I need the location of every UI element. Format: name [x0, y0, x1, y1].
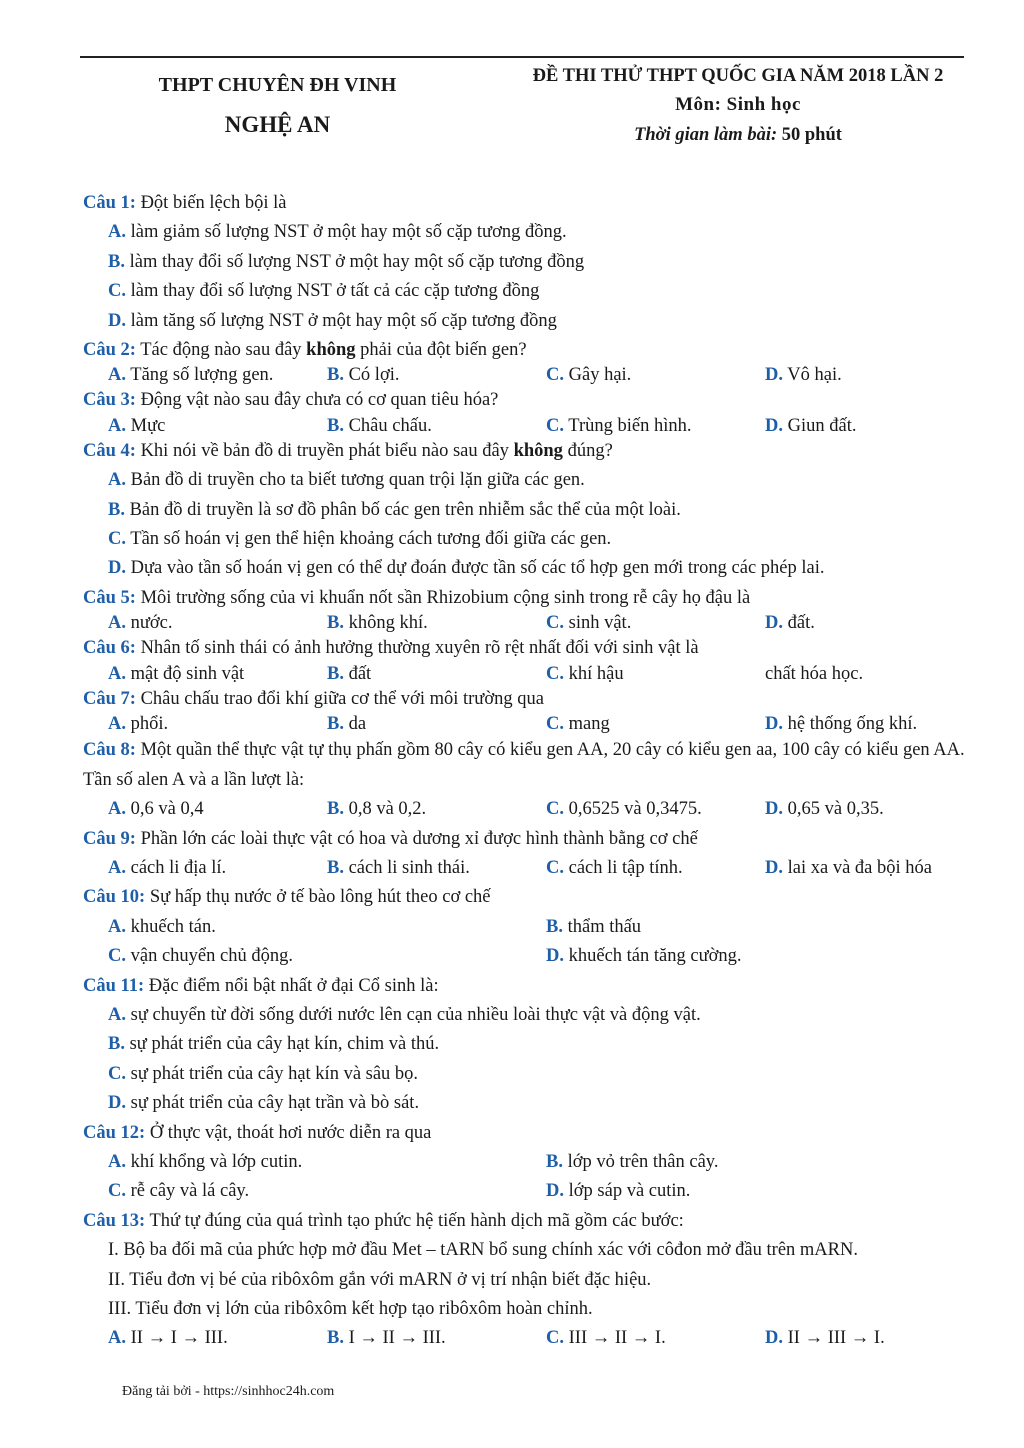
exam-time	[508, 120, 968, 150]
option	[546, 714, 765, 735]
option	[765, 714, 965, 735]
option-text: không khí.	[348, 613, 428, 634]
option-letter: A.	[108, 857, 126, 878]
option	[108, 613, 327, 634]
option-letter: A.	[108, 714, 126, 735]
option-row	[83, 942, 965, 971]
question-emphasis: không	[306, 340, 356, 361]
option-letter: B.	[327, 415, 344, 436]
option	[83, 277, 965, 306]
option	[108, 664, 327, 685]
question-label: Câu 3:	[83, 390, 136, 411]
option-text: sự phát triển của cây hạt trần và bò sát.	[130, 1093, 420, 1114]
question-label: Câu 1:	[83, 193, 136, 213]
option-text: mang	[568, 714, 610, 735]
option-row	[83, 664, 965, 685]
option-letter: D.	[546, 946, 564, 967]
option-text: Vô hại.	[787, 365, 842, 386]
option-text: 0,6525 và 0,3475.	[568, 799, 702, 820]
option	[546, 664, 765, 685]
option	[546, 854, 765, 883]
option-letter: B.	[546, 916, 563, 937]
option-text: phổi.	[130, 714, 169, 735]
option-text: khuếch tán.	[130, 916, 216, 937]
option-text: 0,8 và 0,2.	[348, 799, 427, 820]
question-text: Động vật nào sau đây chưa có cơ quan tiêu hóa?	[140, 390, 499, 411]
question-label: Câu 8:	[83, 740, 136, 761]
option	[546, 1148, 984, 1177]
option-text: vận chuyển chủ động.	[130, 946, 293, 967]
option-letter: B.	[108, 499, 125, 520]
option-text: Dựa vào tần số hoán vị gen có thể dự đoán được tần số các tổ hợp gen mới trong các phép lai.	[130, 558, 825, 579]
option-letter: D.	[765, 415, 783, 436]
option-letter: D.	[546, 1181, 564, 1202]
option	[83, 307, 965, 336]
option-letter: D.	[765, 1328, 783, 1349]
exam-header	[508, 62, 968, 150]
option-letter: A.	[108, 799, 126, 820]
option	[108, 795, 327, 824]
option	[108, 365, 327, 386]
option	[327, 854, 546, 883]
option	[108, 913, 546, 942]
option-letter: B.	[108, 1034, 125, 1055]
question-emphasis: không	[513, 440, 563, 461]
option-letter: A.	[108, 415, 126, 436]
option-row	[83, 613, 965, 634]
option-row	[83, 913, 965, 942]
question-stem	[83, 1207, 965, 1236]
option-letter: B.	[327, 799, 344, 820]
option-text: làm thay đổi số lượng NST ở một hay một số cặp tương đồng	[129, 251, 585, 272]
option	[327, 613, 546, 634]
option-letter: C.	[108, 946, 126, 967]
option-letter: C.	[546, 714, 564, 735]
question-text: Đặc điểm nổi bật nhất ở đại Cổ sinh là:	[148, 975, 439, 996]
question-label: Câu 2:	[83, 340, 136, 361]
option-letter: C.	[108, 281, 126, 302]
option-row	[83, 795, 965, 824]
question-text: Nhân tố sinh thái có ảnh hưởng thường xuyên rõ rệt nhất đối với sinh vật là	[140, 638, 699, 659]
exam-title: ĐỀ THI THỬ THPT QUỐC GIA NĂM 2018 LẦN 2	[532, 66, 944, 86]
option	[765, 613, 965, 634]
option	[83, 1001, 965, 1030]
option-letter: D.	[108, 310, 126, 331]
option-text: làm giảm số lượng NST ở một hay một số cặp tương đồng.	[130, 222, 567, 243]
option-letter: A.	[108, 222, 126, 243]
option-letter: A.	[108, 1151, 126, 1172]
option-text: thẩm thấu	[567, 916, 642, 937]
question-label: Câu 13:	[83, 1210, 146, 1231]
question-text: đúng?	[562, 440, 613, 461]
question-stem	[83, 883, 965, 912]
question-label: Câu 5:	[83, 587, 136, 608]
option-text: cách li địa lí.	[130, 857, 227, 878]
option-letter: A.	[108, 1004, 126, 1025]
option-text: 0,6 và 0,4	[130, 799, 204, 820]
option-text: 0,65 và 0,35.	[787, 799, 884, 820]
option-letter: D.	[765, 714, 783, 735]
option-text: I → II → III.	[348, 1328, 446, 1349]
option-letter: B.	[108, 251, 125, 272]
option	[546, 1177, 984, 1206]
option-letter: B.	[327, 1328, 344, 1349]
option-letter: D.	[765, 613, 783, 634]
option-text: sự chuyển từ đời sống dưới nước lên cạn của nhiều loài thực vật và động vật.	[130, 1004, 701, 1025]
question-label: Câu 9:	[83, 828, 136, 849]
option-text: nước.	[130, 613, 173, 634]
exam-subject: Môn: Sinh học	[675, 94, 801, 115]
step-item: III. Tiểu đơn vị lớn của ribôxôm kết hợp tạo ribôxôm hoàn chỉnh.	[108, 1299, 593, 1319]
option	[327, 365, 546, 386]
option	[108, 1148, 546, 1177]
question-stem	[83, 1119, 965, 1148]
option-letter: A.	[108, 613, 126, 634]
option-letter: C.	[546, 1328, 564, 1349]
option-text: làm tăng số lượng NST ở một hay một số cặp tương đồng	[130, 310, 557, 331]
province-name: NGHỆ AN	[224, 112, 331, 137]
option	[83, 1060, 965, 1089]
option-letter: D.	[108, 558, 126, 579]
question-label: Câu 10:	[83, 887, 146, 908]
option-text: cách li sinh thái.	[348, 857, 470, 878]
question-stem	[83, 634, 965, 663]
question-text: Tác động nào sau đây	[140, 340, 307, 361]
option-text: lớp sáp và cutin.	[568, 1181, 691, 1202]
option-text: II → III → I.	[787, 1328, 885, 1349]
option-letter: C.	[546, 415, 564, 436]
option-text: đất	[348, 663, 372, 684]
step-item: II. Tiểu đơn vị bé của ribôxôm gắn với mARN ở vị trí nhận biết đặc hiệu.	[108, 1269, 652, 1290]
option-letter: B.	[327, 714, 344, 735]
option	[546, 913, 984, 942]
option-text: III → II → I.	[568, 1328, 666, 1349]
option-text: Có lợi.	[348, 365, 400, 386]
question-label: Câu 12:	[83, 1122, 146, 1143]
option-text: da	[348, 714, 367, 735]
time-label: Thời gian làm bài:	[634, 125, 778, 145]
option-letter: C.	[108, 1063, 126, 1084]
option-text: lai xa và đa bội hóa	[787, 857, 932, 878]
question-stem	[83, 584, 965, 613]
option-text: khí khổng và lớp cutin.	[130, 1151, 303, 1172]
option-letter: B.	[327, 365, 344, 386]
question-text: Thứ tự đúng của quá trình tạo phức hệ tiến hành dịch mã gồm các bước:	[149, 1210, 684, 1231]
option-text: hệ thống ống khí.	[787, 714, 918, 735]
question-stem	[83, 386, 965, 415]
option-letter: C.	[546, 799, 564, 820]
option	[327, 795, 546, 824]
option-text: Bản đồ di truyền cho ta biết tương quan trội lặn giữa các gen.	[130, 470, 585, 491]
option-text: chất hóa học.	[765, 663, 864, 684]
option-row	[83, 1177, 965, 1206]
question-stem	[83, 336, 965, 365]
option-text: làm thay đổi số lượng NST ở tất cả các cặp tương đồng	[130, 281, 540, 302]
option-row	[83, 854, 965, 883]
option-letter: D.	[765, 857, 783, 878]
option	[108, 1324, 327, 1353]
option-text: mật độ sinh vật	[130, 663, 245, 684]
option-letter: D.	[765, 799, 783, 820]
question-stem	[83, 825, 965, 854]
option-letter: C.	[546, 857, 564, 878]
option-letter: C.	[108, 529, 126, 550]
question-stem	[83, 972, 965, 1001]
option	[765, 365, 965, 386]
option	[327, 664, 546, 685]
option-text: Châu chấu.	[348, 415, 432, 436]
school-header	[100, 70, 455, 140]
option-row	[83, 416, 965, 437]
question-text: Một quần thể thực vật tự thụ phấn gồm 80 cây có kiểu gen AA, 20 cây có kiểu gen aa, 100 cây có kiểu gen AA. Tần số alen A và a lần lượt là:	[83, 740, 965, 791]
option	[108, 854, 327, 883]
option	[108, 942, 546, 971]
question-stem	[83, 437, 965, 466]
option-text: II → I → III.	[130, 1328, 228, 1349]
option	[83, 218, 965, 247]
question-text: phải của đột biến gen?	[355, 340, 527, 361]
option-letter: C.	[546, 663, 564, 684]
question-text: Châu chấu trao đổi khí giữa cơ thể với môi trường qua	[140, 688, 544, 709]
option	[765, 795, 965, 824]
option-text: Tăng số lượng gen.	[130, 365, 274, 386]
question-label: Câu 4:	[83, 440, 136, 461]
option-letter: A.	[108, 470, 126, 491]
option	[83, 1030, 965, 1059]
option	[83, 1089, 965, 1118]
option-letter: D.	[108, 1093, 126, 1114]
option	[546, 1324, 765, 1353]
option-letter: B.	[327, 613, 344, 634]
question-label: Câu 11:	[83, 975, 145, 996]
step-item: I. Bộ ba đối mã của phức hợp mở đầu Met – tARN bổ sung chính xác với côđon mở đầu trên mARN.	[108, 1240, 858, 1261]
option-letter: A.	[108, 916, 126, 937]
option-letter: A.	[108, 1328, 126, 1349]
question-label: Câu 7:	[83, 688, 136, 709]
option	[546, 942, 984, 971]
option-letter: C.	[546, 613, 564, 634]
option-text: Tần số hoán vị gen thể hiện khoảng cách tương đối giữa các gen.	[130, 529, 612, 550]
question-text: Sự hấp thụ nước ở tế bào lông hút theo cơ chế	[149, 887, 491, 908]
option	[83, 466, 965, 495]
option-row	[83, 1324, 965, 1353]
school-name: THPT CHUYÊN ĐH VINH	[158, 74, 397, 96]
option	[327, 1324, 546, 1353]
question-list	[83, 189, 965, 1354]
option	[765, 854, 965, 883]
question-stem	[83, 735, 965, 795]
option	[765, 1324, 965, 1353]
option-text: sự phát triển của cây hạt kín và sâu bọ.	[130, 1063, 419, 1084]
option-letter: B.	[546, 1151, 563, 1172]
option	[108, 1177, 546, 1206]
option-letter: C.	[546, 365, 564, 386]
option	[546, 795, 765, 824]
option	[108, 416, 327, 437]
option-text: Bản đồ di truyền là sơ đồ phân bố các gen trên nhiễm sắc thể của một loài.	[129, 499, 681, 520]
option	[765, 664, 965, 685]
option-letter: B.	[327, 663, 344, 684]
option	[83, 554, 965, 583]
option-text: đất.	[787, 613, 815, 634]
time-value: 50 phút	[781, 125, 842, 145]
option-row	[83, 714, 965, 735]
option	[546, 365, 765, 386]
option-row	[83, 1148, 965, 1177]
question-text: Khi nói về bản đồ di truyền phát biểu nào sau đây	[140, 440, 514, 461]
option-text: Trùng biến hình.	[568, 415, 692, 436]
footer-credit: Đăng tải bởi - https://sinhhoc24h.com	[122, 1384, 335, 1399]
option-letter: C.	[108, 1181, 126, 1202]
option	[546, 613, 765, 634]
option-text: cách li tập tính.	[568, 857, 683, 878]
option-text: lớp vỏ trên thân cây.	[567, 1151, 719, 1172]
option	[327, 714, 546, 735]
option-text: khí hậu	[568, 663, 624, 684]
option	[83, 525, 965, 554]
question-text: Phần lớn các loài thực vật có hoa và dương xỉ được hình thành bằng cơ chế	[140, 828, 698, 849]
option-letter: A.	[108, 365, 126, 386]
option-row	[83, 365, 965, 386]
option-text: khuếch tán tăng cường.	[568, 946, 742, 967]
option-text: Giun đất.	[787, 415, 857, 436]
question-stem	[83, 685, 965, 714]
option-letter: B.	[327, 857, 344, 878]
option-text: rễ cây và lá cây.	[130, 1181, 250, 1202]
option-text: sự phát triển của cây hạt kín, chim và thú.	[129, 1034, 440, 1055]
question-text: Ở thực vật, thoát hơi nước diễn ra qua	[149, 1122, 432, 1143]
option	[327, 416, 546, 437]
header-rule	[80, 56, 964, 58]
question-stem	[83, 189, 965, 218]
option	[108, 714, 327, 735]
option	[83, 496, 965, 525]
question-text: Môi trường sống của vi khuẩn nốt sần Rhizobium cộng sinh trong rễ cây họ đậu là	[140, 587, 751, 608]
option	[765, 416, 965, 437]
option-text: sinh vật.	[568, 613, 632, 634]
option-text: Gây hại.	[568, 365, 632, 386]
option-letter: D.	[765, 365, 783, 386]
option-text: Mực	[130, 415, 166, 436]
question-text: Đột biến lệch bội là	[140, 193, 287, 213]
option	[83, 248, 965, 277]
option	[546, 416, 765, 437]
question-label: Câu 6:	[83, 638, 136, 659]
option-letter: A.	[108, 663, 126, 684]
